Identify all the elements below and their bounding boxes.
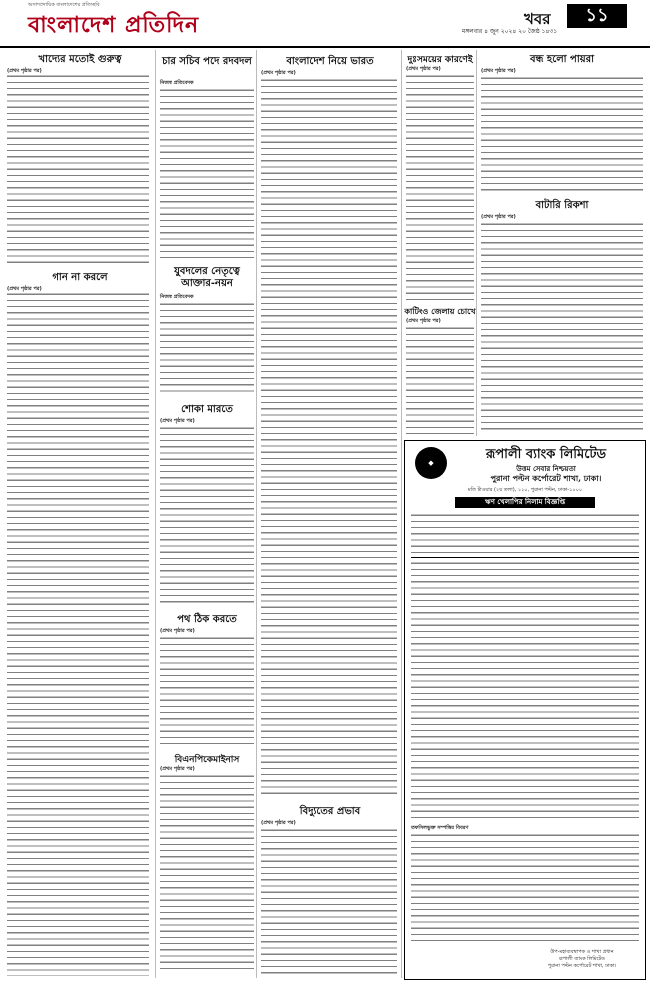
- bank-notice-ad: [404, 440, 646, 980]
- page-number: ১১: [567, 4, 627, 28]
- article-body-1: [7, 74, 149, 264]
- signature-line-1: উপ-মহাব্যবস্থাপক ও শাখা প্রধান: [550, 949, 614, 955]
- byline-11: (প্রথম পৃষ্ঠার পর): [406, 318, 441, 324]
- notice-terms: [411, 561, 639, 821]
- headline-1: খাদ্যের মতোই গুরুত্ব: [38, 54, 122, 65]
- section-name: খবর: [524, 10, 551, 28]
- branch-address: মতি টাওয়ার (২য় তলা), ১১০, পুরানা পল্টন, ঢাকা-১০০০: [467, 487, 583, 493]
- article-body-8: [261, 78, 397, 798]
- issue-date: মঙ্গলবার ৪ জুন ২০২৪ ২০ জৈষ্ঠ ১৪৩১: [462, 28, 558, 35]
- byline-5: (প্রথম পৃষ্ঠার পর): [160, 418, 195, 424]
- newspaper-logo: [28, 2, 200, 45]
- byline-3: নিজস্ব প্রতিবেদক: [160, 80, 194, 86]
- column-1: [5, 50, 156, 978]
- tagline: অসাম্প্রদায়িক বাংলাদেশের প্রতিচ্ছবি: [28, 2, 100, 8]
- byline-8: (প্রথম পৃষ্ঠার পর): [261, 70, 296, 76]
- article-body-6: [160, 636, 254, 746]
- article-body-2: [7, 292, 149, 976]
- article-body-3: [160, 88, 254, 258]
- headline-7: বিএনপিকেমাইনাস: [174, 755, 240, 765]
- divider: [411, 557, 639, 558]
- headline-5: শোকা মারতে: [181, 404, 233, 415]
- headline-13: বাটারি রিকশা: [535, 200, 589, 211]
- notice-title: ঋণ খেলাপির নিলাম বিজ্ঞপ্তি: [455, 497, 595, 508]
- article-body-9: [261, 828, 397, 974]
- article-body-12: [481, 76, 643, 192]
- notice-intro: [411, 513, 639, 553]
- article-body-13: [481, 222, 643, 432]
- column-3: [259, 50, 402, 978]
- headline-8: বাংলাদেশ নিয়ে ভারত: [286, 56, 374, 67]
- bank-logo: ◆: [415, 447, 447, 479]
- article-body-7: [160, 774, 254, 974]
- column-4: [404, 50, 477, 436]
- article-body-4: [160, 302, 254, 394]
- byline-6: (প্রথম পৃষ্ঠার পর): [160, 628, 195, 634]
- headline-2: গান না করলে: [52, 272, 108, 283]
- headline-3: চার সচিব পদে রদবদল: [162, 56, 252, 67]
- article-body-11: [406, 326, 474, 434]
- schedule-details: [411, 833, 639, 943]
- byline-2: (প্রথম পৃষ্ঠার পর): [7, 286, 42, 292]
- byline-9: (প্রথম পৃষ্ঠার পর): [261, 820, 296, 826]
- bank-subtitle: উত্তম সেবার নিশ্চয়তা: [516, 464, 576, 473]
- headline-12: বন্ধ হলো পায়রা: [529, 54, 595, 65]
- byline-4: নিজস্ব প্রতিবেদক: [160, 294, 194, 300]
- signature-line-3: পুরানা পল্টন কর্পোরেট শাখা, ঢাকা।: [547, 963, 617, 969]
- byline-12: (প্রথম পৃষ্ঠার পর): [481, 68, 516, 74]
- byline-7: (প্রথম পৃষ্ঠার পর): [160, 766, 195, 772]
- byline-10: (প্রথম পৃষ্ঠার পর): [406, 66, 441, 72]
- newspaper-name: বাংলাদেশ প্রতিদিন: [28, 12, 200, 38]
- headline-4: যুবদলের নেতৃত্বে আক্তার-নয়ন: [174, 266, 240, 289]
- column-5: [479, 50, 645, 436]
- byline-1: (প্রথম পৃষ্ঠার পর): [7, 68, 42, 74]
- branch-name: পুরানা পল্টন কর্পোরেট শাখা, ঢাকা।: [490, 473, 602, 483]
- headline-9: বিদ্যুতের প্রভাব: [299, 806, 361, 817]
- schedule-title: তফসিলভুক্ত সম্পত্তির বিবরণ: [411, 825, 469, 831]
- signature-line-2: রূপালী ব্যাংক লিমিটেড: [559, 956, 605, 962]
- headline-11: কাটিংও জেলায় চোখে: [404, 306, 476, 316]
- article-body-10: [406, 74, 474, 300]
- bank-name: রূপালী ব্যাংক লিমিটেড: [485, 447, 607, 462]
- headline-10: দুঃসময়ের কারণেই: [407, 55, 473, 65]
- headline-6: পথ ঠিক করতে: [177, 614, 237, 625]
- byline-13: (প্রথম পৃষ্ঠার পর): [481, 214, 516, 220]
- article-body-5: [160, 426, 254, 606]
- column-2: [158, 50, 257, 978]
